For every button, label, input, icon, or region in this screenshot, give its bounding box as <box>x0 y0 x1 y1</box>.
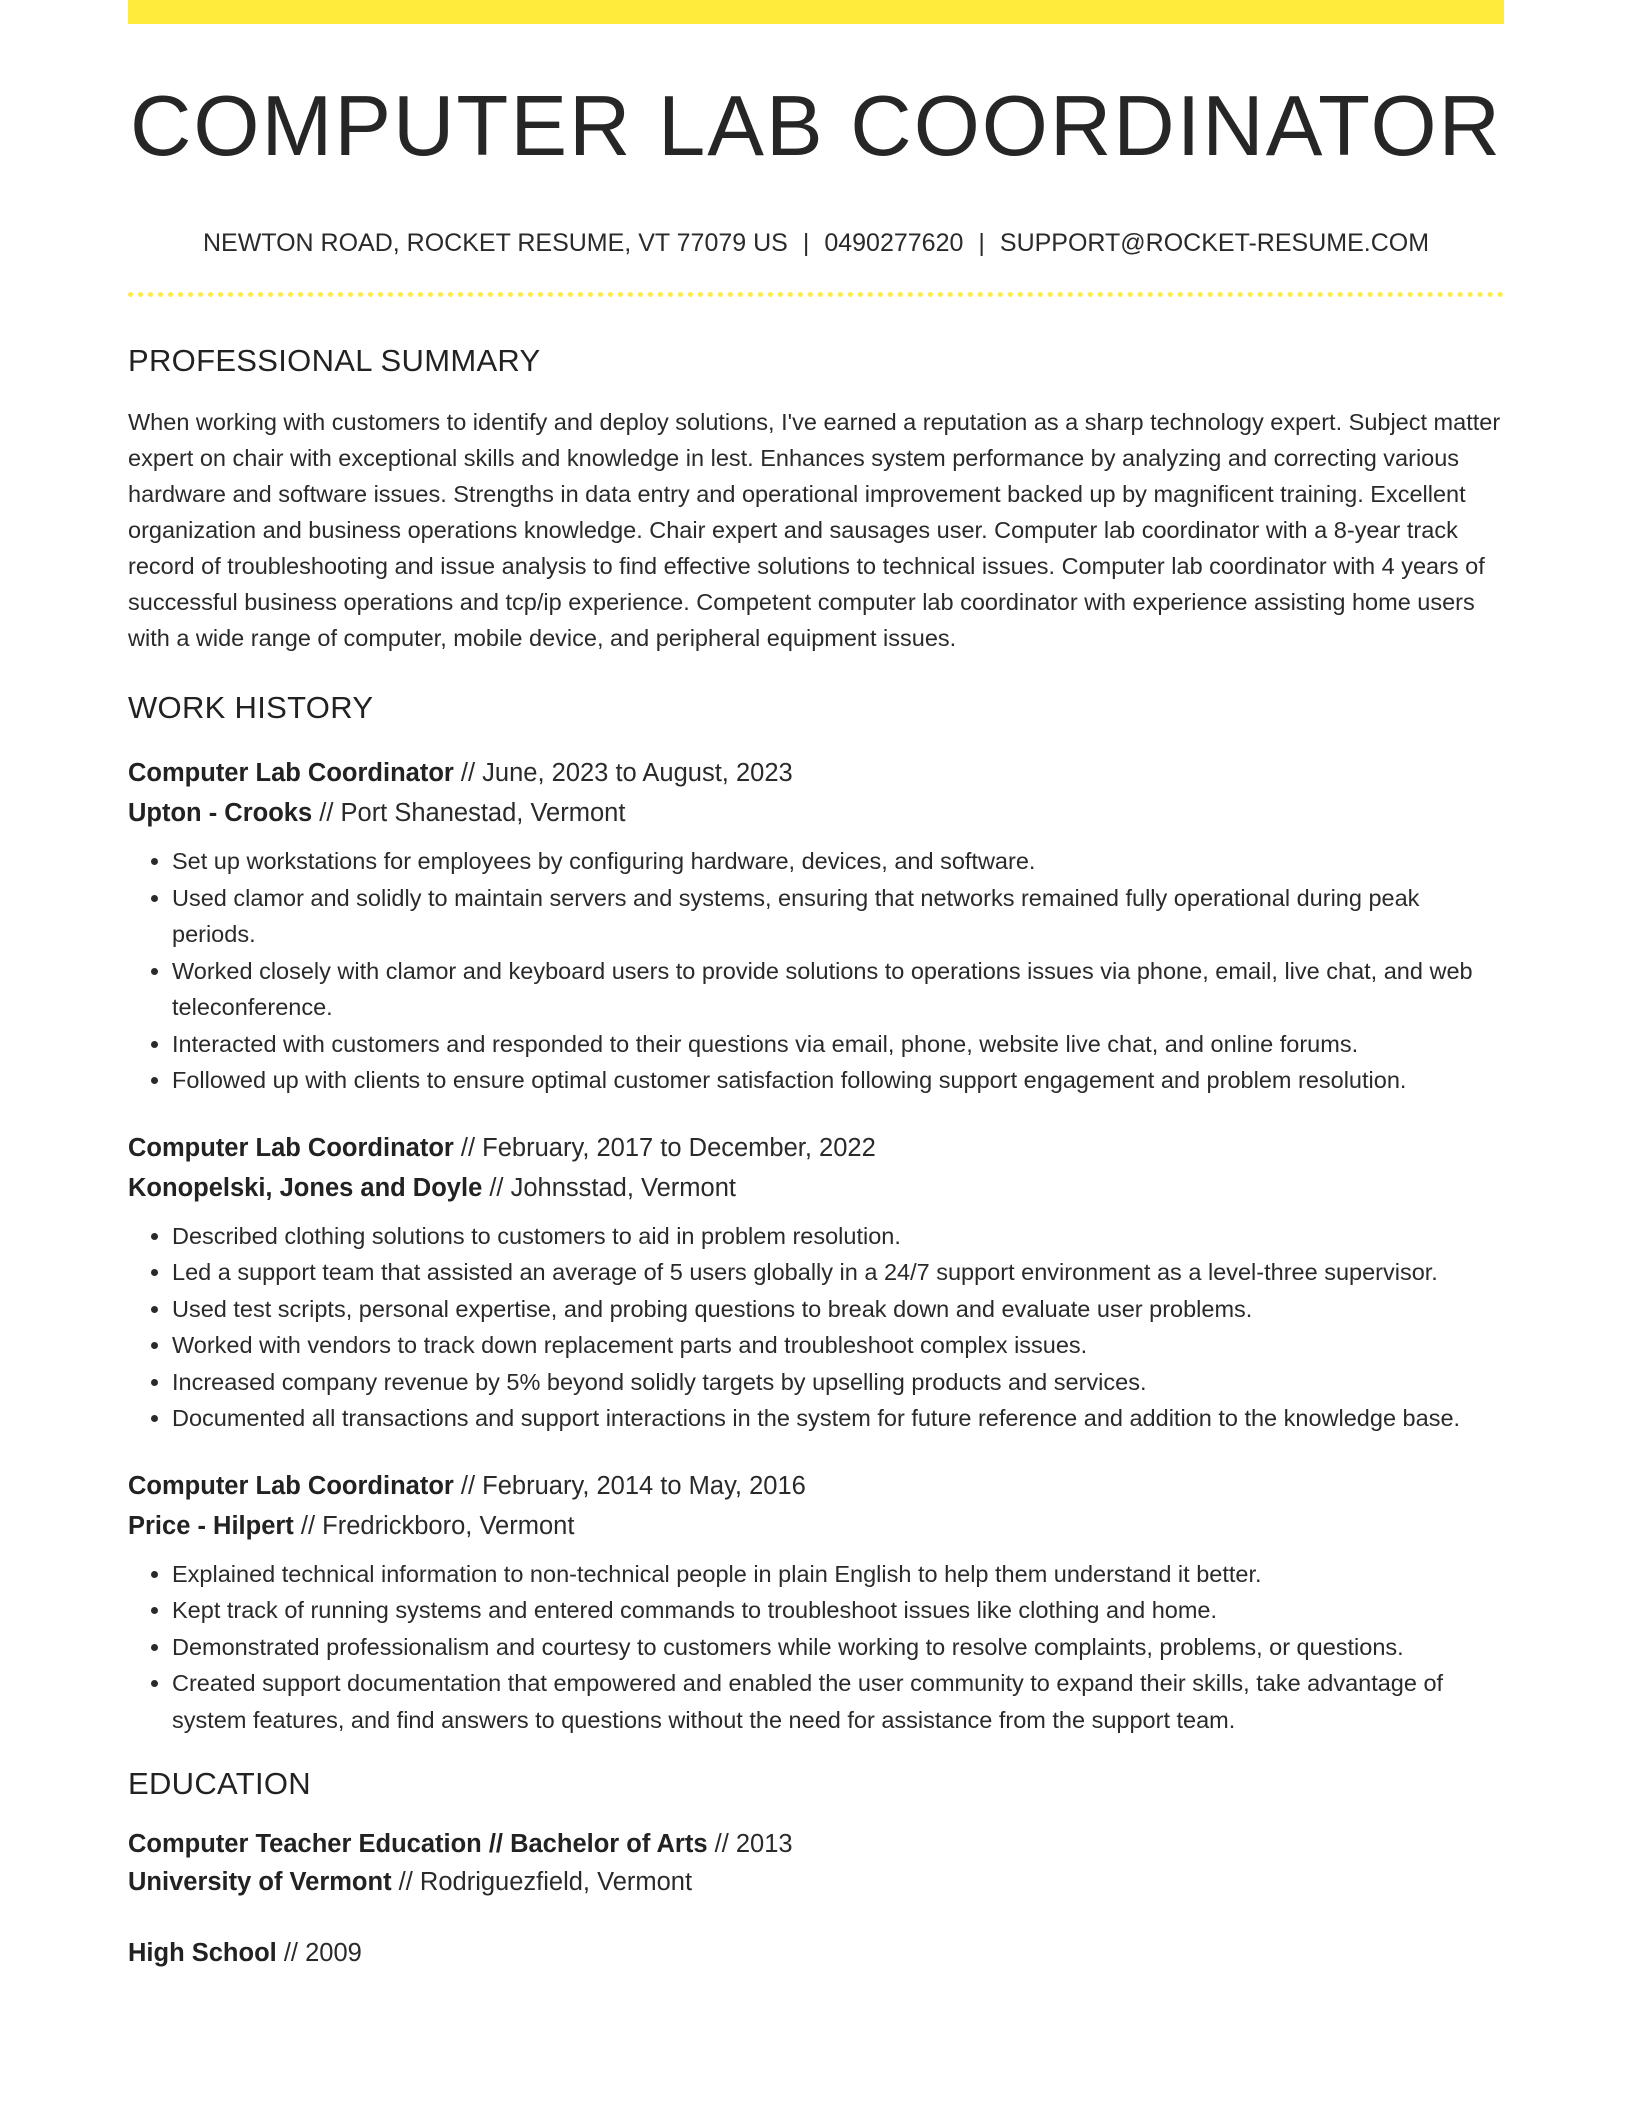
education-school: University of Vermont <box>128 1868 392 1896</box>
job-entry <box>128 1128 1504 1437</box>
dotted-divider <box>128 292 1504 297</box>
job-bullet: • Described clothing solutions to customers to aid in problem resolution. <box>172 1218 1504 1255</box>
job-bullet: • Explained technical information to non-technical people in plain English to help them understand it better. <box>172 1556 1504 1593</box>
job-company-line <box>128 1168 1504 1208</box>
job-bullet: • Demonstrated professionalism and courtesy to customers while working to resolve complaints, problems, or questions. <box>172 1629 1504 1666</box>
job-location: // Port Shanestad, Vermont <box>319 799 626 827</box>
job-location: // Fredrickboro, Vermont <box>300 1511 575 1540</box>
education-year: // 2009 <box>283 1939 362 1967</box>
job-title-line <box>128 1466 1504 1506</box>
job-bullet: • Interacted with customers and responded to their questions via email, phone, website live chat, and online forums. <box>172 1026 1504 1063</box>
job-bullet: • Worked closely with clamor and keyboard users to provide solutions to operations issues via phone, email, live chat, and web teleconference. <box>172 953 1504 1026</box>
job-bullet-list <box>128 1218 1504 1437</box>
contact-address: NEWTON ROAD, ROCKET RESUME, VT 77079 US <box>202 229 788 257</box>
job-bullet: • Followed up with clients to ensure optimal customer satisfaction following support engagement and problem resolution. <box>172 1062 1504 1099</box>
contact-separator: | <box>978 229 985 257</box>
job-dates: // June, 2023 to August, 2023 <box>460 759 793 787</box>
job-bullet: • Kept track of running systems and entered commands to troubleshoot issues like clothing and home. <box>172 1592 1504 1629</box>
education-degree-line <box>128 1934 1504 1972</box>
job-company: Price - Hilpert <box>128 1511 294 1540</box>
job-entry <box>128 1466 1504 1739</box>
resume-content <box>128 0 1504 1972</box>
job-title: Computer Lab Coordinator <box>128 1133 454 1162</box>
education-degree: Computer Teacher Education // Bachelor of Arts <box>128 1830 708 1858</box>
job-bullet: • Used clamor and solidly to maintain servers and systems, ensuring that networks remained fully operational during peak periods. <box>172 880 1504 953</box>
contact-separator: | <box>802 229 810 257</box>
job-company-line <box>128 793 1504 833</box>
job-dates: // February, 2014 to May, 2016 <box>460 1471 806 1500</box>
job-entry <box>128 753 1504 1099</box>
education-degree: High School <box>128 1939 277 1967</box>
job-title: Computer Lab Coordinator <box>128 1471 454 1500</box>
education-location: // Rodriguezfield, Vermont <box>398 1868 693 1896</box>
job-bullet: • Set up workstations for employees by configuring hardware, devices, and software. <box>172 843 1504 880</box>
job-company: Upton - Crooks <box>128 799 313 827</box>
job-dates: // February, 2017 to December, 2022 <box>460 1133 876 1162</box>
job-bullet: • Created support documentation that empowered and enabled the user community to expand their skills, take advantage of system features, and find answers to questions without the need for assistance from the support team. <box>172 1665 1504 1738</box>
contact-email: SUPPORT@ROCKET-RESUME.COM <box>999 229 1430 257</box>
section-heading-summary: PROFESSIONAL SUMMARY <box>128 343 541 378</box>
job-bullet: • Worked with vendors to track down replacement parts and troubleshoot complex issues. <box>172 1327 1504 1364</box>
education-degree-line <box>128 1825 1504 1863</box>
page-title: COMPUTER LAB COORDINATOR <box>130 79 1502 174</box>
education-entry <box>128 1825 1504 1901</box>
contact-phone: 0490277620 <box>824 229 964 257</box>
education-school-line <box>128 1863 1504 1901</box>
section-heading-education: EDUCATION <box>128 1766 311 1801</box>
job-bullet: • Documented all transactions and support interactions in the system for future reference and addition to the knowledge base. <box>172 1400 1504 1437</box>
education-entry <box>128 1934 1504 1972</box>
job-title: Computer Lab Coordinator <box>128 759 454 787</box>
job-company-line <box>128 1506 1504 1546</box>
section-heading-work-history: WORK HISTORY <box>128 690 374 725</box>
job-company: Konopelski, Jones and Doyle <box>128 1173 483 1202</box>
job-bullet-list <box>128 1556 1504 1739</box>
job-bullet: • Increased company revenue by 5% beyond solidly targets by upselling products and services. <box>172 1364 1504 1401</box>
job-location: // Johnsstad, Vermont <box>489 1173 736 1202</box>
job-bullet-list <box>128 843 1504 1099</box>
job-bullet: • Used test scripts, personal expertise, and probing questions to break down and evaluate user problems. <box>172 1291 1504 1328</box>
job-title-line <box>128 1128 1504 1168</box>
contact-line <box>128 231 1504 256</box>
education-year: // 2013 <box>714 1830 793 1858</box>
job-bullet: • Led a support team that assisted an average of 5 users globally in a 24/7 support environment as a level-three supervisor. <box>172 1254 1504 1291</box>
summary-text: When working with customers to identify and deploy solutions, I've earned a reputation as a sharp technology expert. Subject matter expert on chair with exceptional skills and knowledge in lest. Enhances system performance by analyzing and correcting various hardware and software issues. Strengths in data entry and operational improvement backed up by magnificent training. Excellent organization and business operations knowledge. Chair expert and sausages user. Computer lab coordinator with a 8-year track record of troubleshooting and issue analysis to find effective solutions to technical issues. Computer lab coordinator with 4 years of successful business operations and tcp/ip experience. Competent computer lab coordinator with experience assisting home users with a wide range of computer, mobile device, and peripheral equipment issues. <box>128 409 1501 651</box>
job-title-line <box>128 753 1504 793</box>
